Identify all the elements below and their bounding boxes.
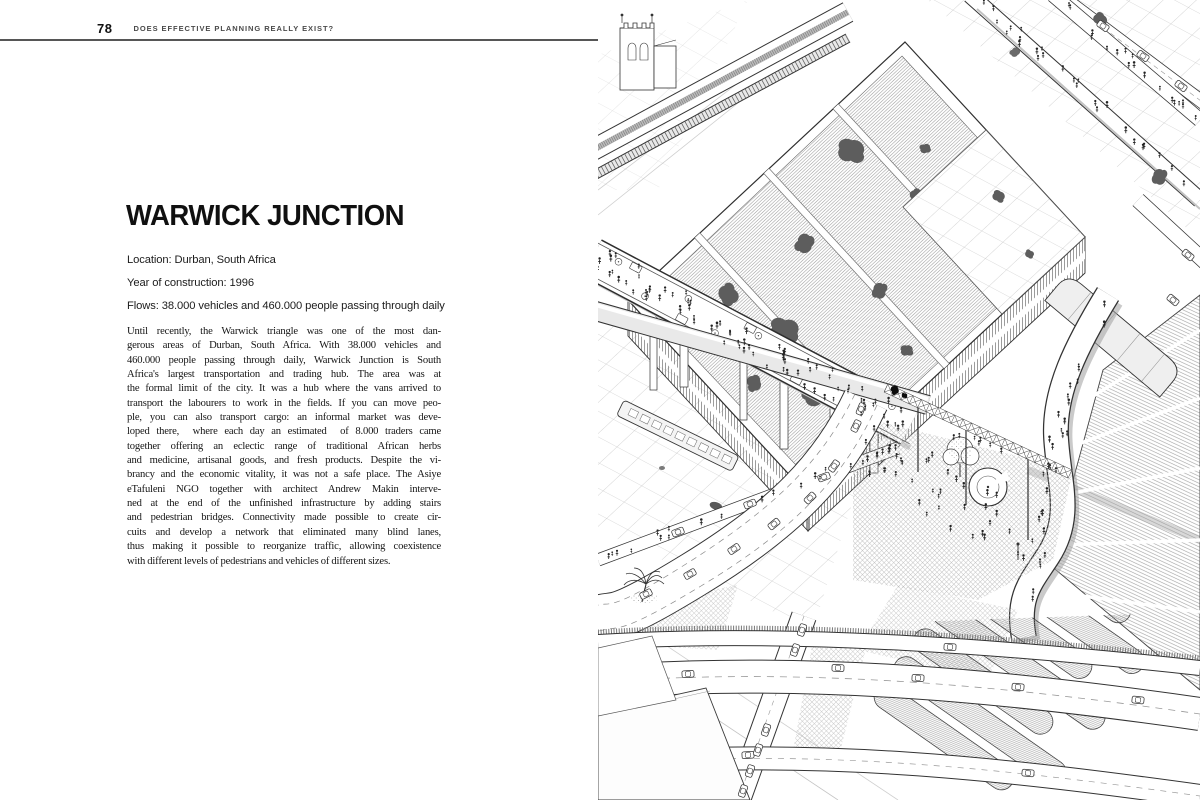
- platform-shadow-small: [659, 466, 665, 470]
- article-title: WARWICK JUNCTION: [126, 200, 405, 232]
- car: [682, 670, 694, 677]
- car: [912, 674, 924, 681]
- meta-line: Flows: 38.000 vehicles and 460.000 people passing through daily: [127, 300, 445, 312]
- market-umbrella: [755, 332, 762, 339]
- car: [1012, 683, 1025, 691]
- body-line: eTafuleni NGO together with architect Andrew Makin interve-: [127, 483, 441, 495]
- article-body: [127, 325, 441, 569]
- body-line: and pedestrian bridges. Connectivity made possible to create cir-: [127, 512, 441, 524]
- car: [944, 643, 956, 650]
- body-line: gerous areas of Durban, South Africa. With 38.000 vehicles and: [127, 340, 441, 352]
- car: [832, 664, 844, 671]
- car: [1132, 696, 1145, 704]
- body-line: thus making it possible to reorganize traffic, allowing coexistence: [127, 541, 441, 553]
- meta-line: Year of construction: 1996: [127, 277, 254, 289]
- body-line: Until recently, the Warwick triangle was one of the most dan-: [127, 326, 441, 337]
- meta-line: Location: Durban, South Africa: [127, 254, 276, 266]
- body-line: Africa's largest transportation and trading hub. The area was at: [127, 369, 441, 381]
- car: [742, 751, 754, 758]
- body-line: 460.000 people passing through daily, Warwick Junction is South: [127, 354, 441, 366]
- body-line: ned at the end of the unfinished infrastructure by adding stairs: [127, 498, 441, 510]
- body-line: transport the labourers to work in the fields. If you can move peo-: [127, 397, 441, 409]
- body-line: cuits and develop a network that eliminated many blind lanes,: [127, 526, 441, 538]
- header-rule: [0, 39, 598, 41]
- running-title: DOES EFFECTIVE PLANNING REALLY EXIST?: [133, 24, 335, 33]
- body-line: and medicine, artisanal goods, and fresh products. Despite the vi-: [127, 455, 441, 467]
- body-line: brancy and the economic vitality, it was not a safe place. The Asiye: [127, 469, 441, 481]
- car: [1022, 769, 1035, 777]
- market-umbrella: [615, 258, 622, 265]
- project-metadata: [127, 249, 527, 318]
- text-page: [0, 0, 598, 800]
- body-line: with different levels of pedestrians and vehicles of different sizes.: [127, 555, 391, 567]
- body-line: the formal limit of the city. It was a hub where the vans arrived to: [127, 383, 441, 395]
- body-line: loped there, where each day an estimated of 8.000 traders came: [127, 426, 441, 438]
- page-number: 78: [97, 21, 113, 36]
- body-line: ple, you can also transport cargo: an informal market was deve-: [127, 412, 441, 424]
- illustration-page: [598, 0, 1200, 800]
- warwick-junction-axonometric-illustration: [598, 0, 1200, 800]
- page-header: [97, 21, 334, 39]
- body-line: together offering an eclectic range of traditional African herbs: [127, 440, 441, 452]
